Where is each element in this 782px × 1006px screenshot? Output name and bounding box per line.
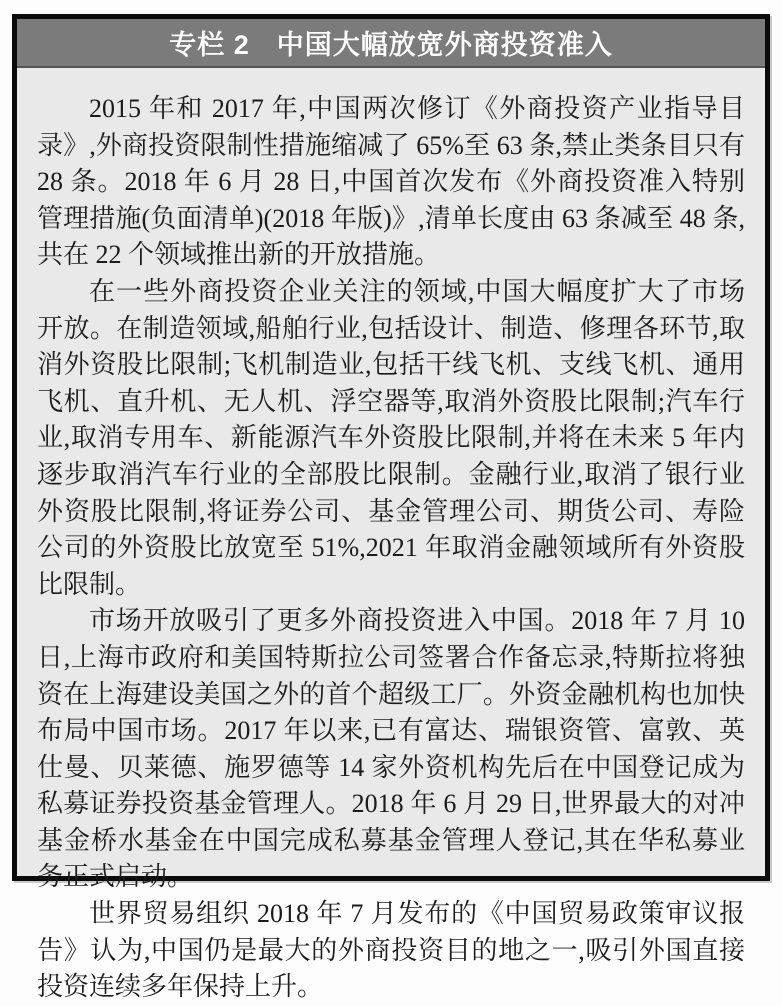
paragraph-4: 世界贸易组织 2018 年 7 月发布的《中国贸易政策审议报告》认为,中国仍是最大的外商投资目的地之一,吸引外国直接投资连续多年保持上升。 xyxy=(37,899,745,1002)
box-title: 中国大幅放宽外商投资准入 xyxy=(276,30,613,60)
paragraph-3: 市场开放吸引了更多外商投资进入中国。2018 年 7 月 10 日,上海市政府和美国特斯拉公司签署合作备忘录,特斯拉将独资在上海建设美国之外的首个超级工厂。外资金融机构也加快布局中国市场。2017 年以来,已有富达、瑞银资管、富敦、英仕曼、贝莱德、施罗德等 14 家外资机构先后在中国登记成为私募证券投资基金管理人。2018 年 6 月 29 日,世界最大的对冲基金桥水基金在中国完成私募基金管理人登记,其在华私募业务正式启动。 xyxy=(37,606,745,892)
paragraph-2: 在一些外商投资企业关注的领域,中国大幅度扩大了市场开放。在制造领域,船舶行业,包括设计、制造、修理各环节,取消外资股比限制;飞机制造业,包括干线飞机、支线飞机、通用飞机、直升机、无人机、浮空器等,取消外资股比限制;汽车行业,取消专用车、新能源汽车外资股比限制,并将在未来 5 年内逐步取消汽车行业的全部股比限制。金融行业,取消了银行业外资股比限制,将证券公司、基金管理公司、期货公司、寿险公司的外资股比放宽至 51%,2021 年取消金融领域所有外资股比限制。 xyxy=(37,276,745,599)
box-body xyxy=(17,68,765,1002)
paragraph-1: 2015 年和 2017 年,中国两次修订《外商投资产业指导目录》,外商投资限制性措施缩减了 65%至 63 条,禁止类条目只有 28 条。2018 年 6 月 28 日,中国首次发布《外商投资准入特别管理措施(负面清单)(2018 年版)》,清单长度由 63 条减至 48 条,共在 22 个领域推出新的开放措施。 xyxy=(37,94,745,270)
column-box xyxy=(12,14,770,1002)
box-label: 专栏 2 xyxy=(169,30,250,60)
box-header xyxy=(17,19,765,68)
